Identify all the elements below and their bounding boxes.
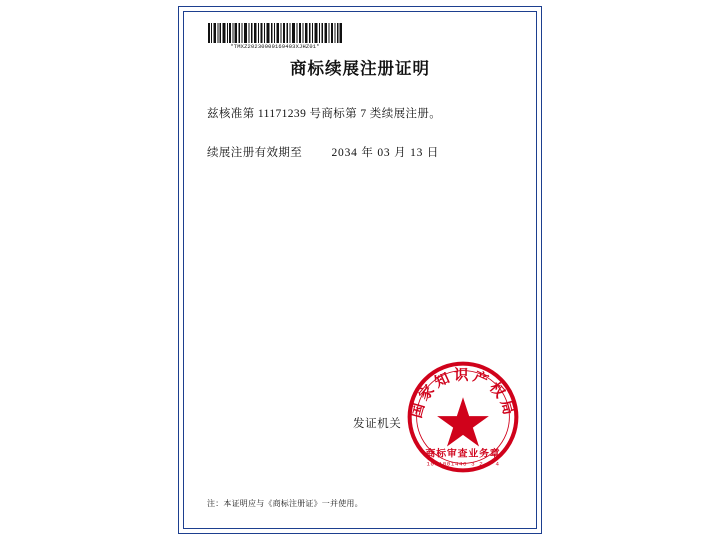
official-seal bbox=[405, 359, 521, 475]
barcode-block bbox=[205, 23, 345, 50]
certificate-content bbox=[183, 11, 537, 529]
validity-label: 续展注册有效期至 bbox=[207, 147, 303, 159]
seal-arc-text: 国家知识产权局 bbox=[408, 367, 518, 421]
seal-star-icon bbox=[437, 397, 489, 446]
approval-statement: 兹核准第 11171239 号商标第 7 类续展注册。 bbox=[207, 108, 442, 120]
document-title: 商标续展注册证明 bbox=[290, 59, 430, 78]
seal-bottom-text: 商标审查业务章 bbox=[425, 448, 501, 460]
barcode-image bbox=[208, 23, 342, 43]
validity-date: 2034 年 03 月 13 日 bbox=[331, 147, 440, 159]
issuer-label: 发证机关 bbox=[353, 418, 402, 430]
footer-note: 注：本证明应与《商标注册证》一并使用。 bbox=[207, 499, 363, 508]
certificate-sheet bbox=[178, 6, 542, 534]
seal-code-text: 1001001446 3 2 3 4 bbox=[426, 460, 500, 468]
validity-line bbox=[207, 144, 439, 160]
barcode-number: *TMXZ20230000169403XJHZ01* bbox=[230, 44, 320, 50]
